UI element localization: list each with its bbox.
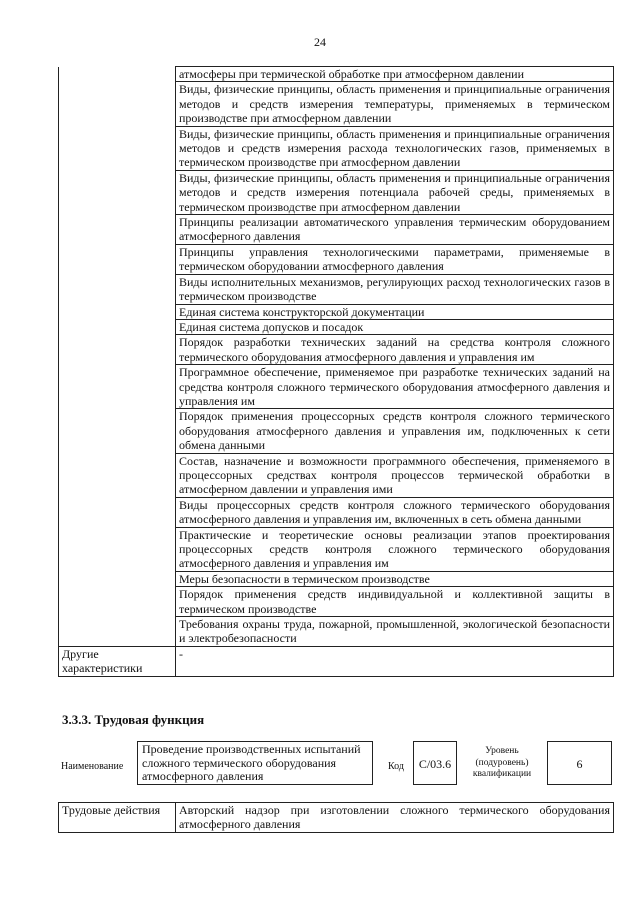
other-characteristics-label: Другие характеристики [59, 646, 176, 676]
function-name: Проведение производственных испытаний сложного термического оборудования атмосферного давления [137, 741, 373, 785]
empty-cell [59, 587, 176, 617]
table-row [59, 215, 614, 245]
table-row [59, 274, 614, 304]
empty-cell [59, 335, 176, 365]
labor-function-header [58, 741, 618, 789]
knowledge-item: атмосферы при термической обработке при атмосферном давлении [176, 67, 614, 82]
table-row [59, 527, 614, 571]
empty-cell [59, 571, 176, 586]
empty-cell [59, 244, 176, 274]
empty-cell [59, 215, 176, 245]
knowledge-item: Единая система допусков и посадок [176, 319, 614, 334]
table-row [59, 453, 614, 497]
table-row [59, 365, 614, 409]
knowledge-item: Требования охраны труда, пожарной, промышленной, экологической безопасности и электробезопасности [176, 617, 614, 647]
table-row [59, 319, 614, 334]
code-label: Код [388, 761, 404, 772]
empty-cell [59, 304, 176, 319]
labor-actions-label: Трудовые действия [59, 803, 176, 833]
table-row [59, 304, 614, 319]
page-number: 24 [314, 35, 326, 49]
function-code: C/03.6 [413, 741, 457, 785]
labor-action-item: Авторский надзор при изготовлении сложного термического оборудования атмосферного давления [176, 803, 614, 833]
knowledge-item: Принципы реализации автоматического управления термическим оборудованием атмосферного давления [176, 215, 614, 245]
knowledge-item: Единая система конструкторской документации [176, 304, 614, 319]
table-row [59, 170, 614, 214]
empty-cell [59, 617, 176, 647]
knowledge-item: Программное обеспечение, применяемое при разработке технических заданий на средства контроля сложного термического оборудования атмосферного давления и управления им [176, 365, 614, 409]
knowledge-item: Виды, физические принципы, область применения и принципиальные ограничения методов и средств измерения температуры, применяемых в термическом производстве при атмосферном давлении [176, 82, 614, 126]
empty-cell [59, 126, 176, 170]
empty-cell [59, 365, 176, 409]
name-label: Наименование [61, 761, 124, 772]
empty-cell [59, 409, 176, 453]
table-row [59, 646, 614, 676]
knowledge-item: Порядок применения средств индивидуальной и коллективной защиты в термическом производстве [176, 587, 614, 617]
table-row [59, 409, 614, 453]
table-row [59, 82, 614, 126]
knowledge-table [58, 66, 614, 677]
section-title: 3.3.3. Трудовая функция [62, 712, 205, 727]
table-row [59, 617, 614, 647]
table-row [59, 67, 614, 82]
knowledge-item: Состав, назначение и возможности программного обеспечения, применяемого в процессорных средствах контроля процессов термической обработки в атмосферном давлении и управления ими [176, 453, 614, 497]
empty-cell [59, 82, 176, 126]
empty-cell [59, 527, 176, 571]
table-row [59, 571, 614, 586]
qualification-level: 6 [547, 741, 612, 785]
table-row [59, 244, 614, 274]
table-row [59, 587, 614, 617]
knowledge-item: Меры безопасности в термическом производстве [176, 571, 614, 586]
knowledge-item: Виды исполнительных механизмов, регулирующих расход технологических газов в термическом производстве [176, 274, 614, 304]
empty-cell [59, 453, 176, 497]
labor-actions-table [58, 802, 614, 833]
knowledge-item: Виды, физические принципы, область применения и принципиальные ограничения методов и средств измерения расхода технологических газов, применяемых в термическом производстве при атмосферном давлении [176, 126, 614, 170]
knowledge-item: Виды, физические принципы, область применения и принципиальные ограничения методов и средств измерения потенциала рабочей среды, применяемых в термическом производстве при атмосферном давлении [176, 170, 614, 214]
table-row [59, 497, 614, 527]
table-row [59, 126, 614, 170]
knowledge-item: Порядок применения процессорных средств контроля сложного термического оборудования атмосферного давления и управления им, подключенных к сети обмена данными [176, 409, 614, 453]
knowledge-item: Порядок разработки технических заданий на средства контроля сложного термического оборудования атмосферного давления и управления им [176, 335, 614, 365]
empty-cell [59, 497, 176, 527]
table-row [59, 803, 614, 833]
knowledge-item: Практические и теоретические основы реализации этапов проектирования процессорных средств контроля сложного термического оборудования атмосферного давления и управления им [176, 527, 614, 571]
other-characteristics-value: - [176, 646, 614, 676]
empty-cell [59, 170, 176, 214]
empty-cell [59, 274, 176, 304]
table-row [59, 335, 614, 365]
qualification-level-label: Уровень (подуровень) квалификации [472, 746, 532, 779]
knowledge-item: Принципы управления технологическими параметрами, применяемые в термическом оборудовании атмосферного давления [176, 244, 614, 274]
empty-cell [59, 319, 176, 334]
knowledge-item: Виды процессорных средств контроля сложного термического оборудования атмосферного давления и управления им, включенных в сеть обмена данными [176, 497, 614, 527]
empty-cell [59, 67, 176, 82]
